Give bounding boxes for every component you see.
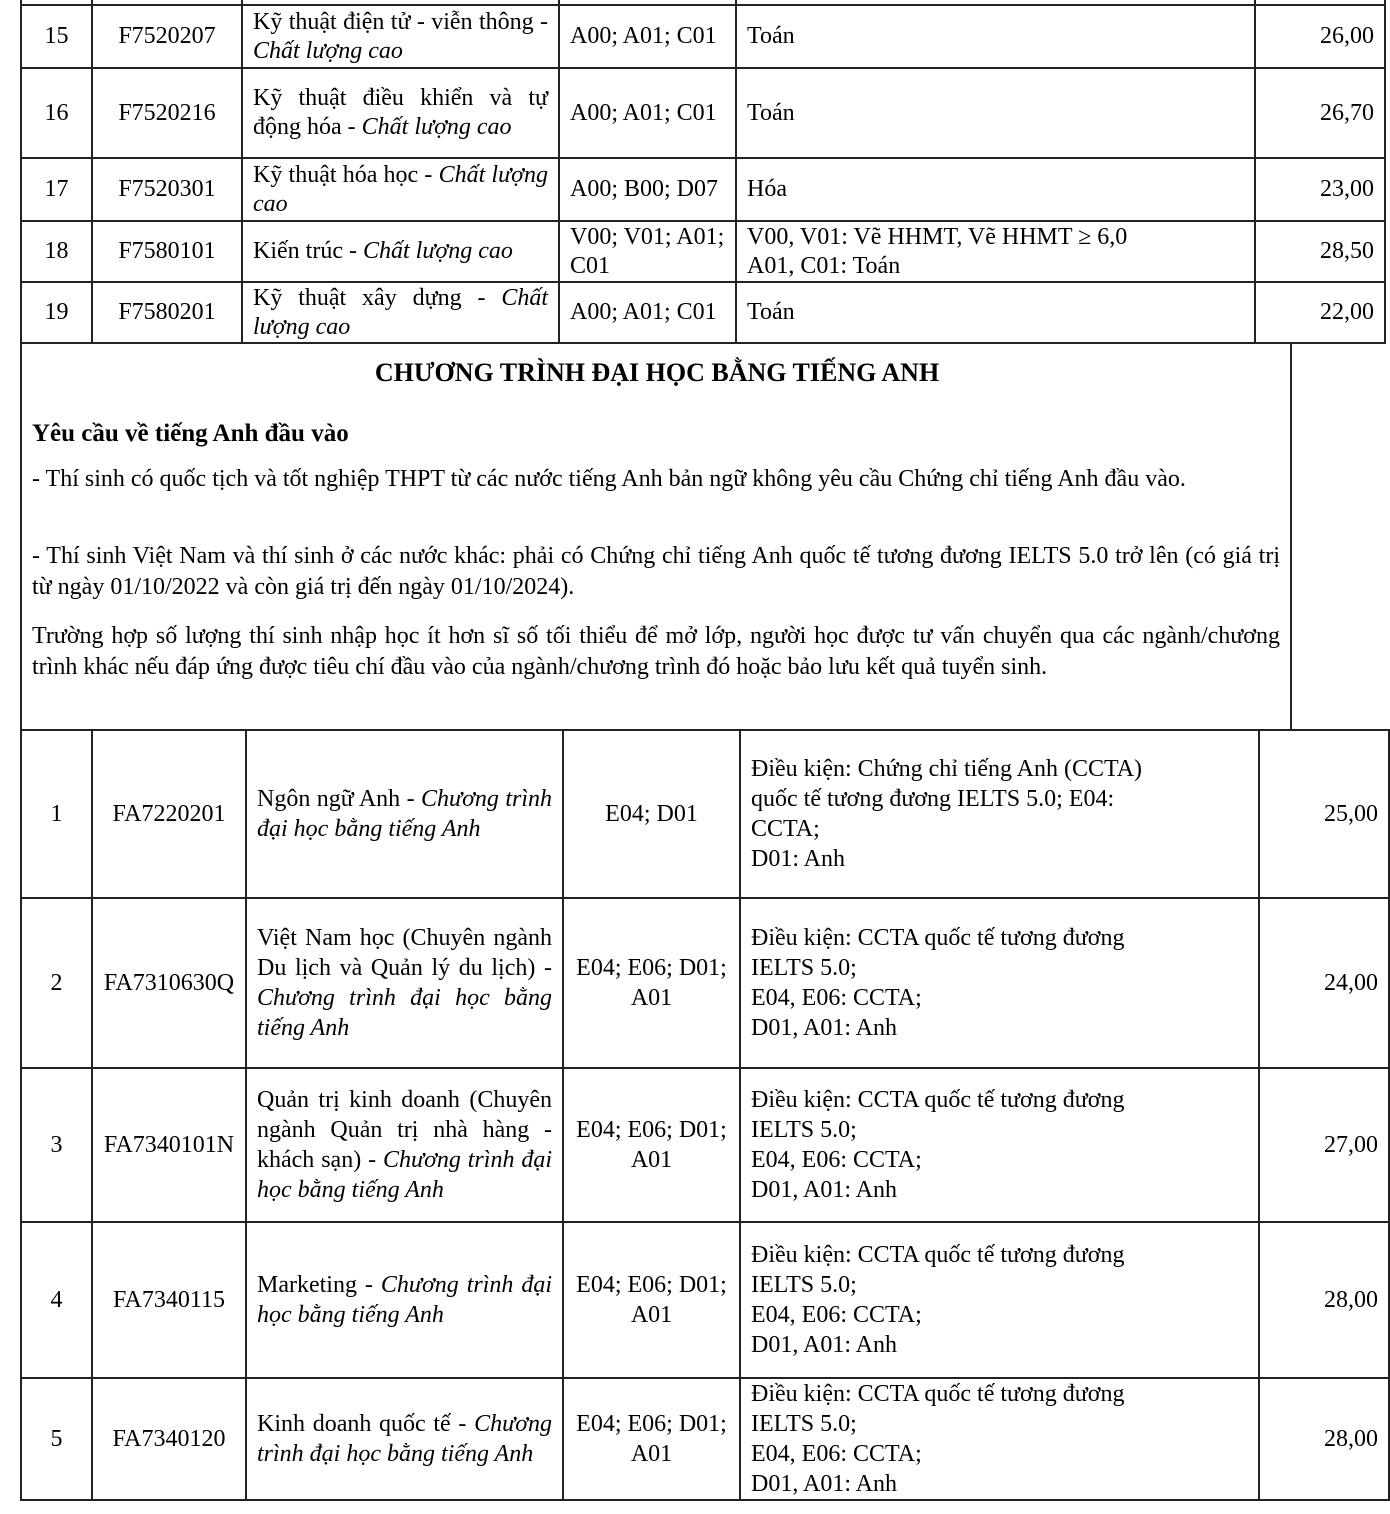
subject-combos: V00; V01; A01; C01 bbox=[559, 221, 736, 282]
admission-condition: Điều kiện: CCTA quốc tế tương đương IELTS 5.0; E04, E06: CCTA; D01, A01: Anh bbox=[740, 898, 1259, 1068]
program-name: Kỹ thuật xây dựng - Chất lượng cao bbox=[242, 282, 559, 343]
admission-table-english-program bbox=[20, 729, 1390, 1501]
table-row bbox=[21, 1068, 1389, 1222]
row-number: 1 bbox=[21, 730, 92, 898]
program-code: FA7340115 bbox=[92, 1222, 246, 1378]
admission-condition: Điều kiện: CCTA quốc tế tương đương IELTS 5.0; E04, E06: CCTA; D01, A01: Anh bbox=[740, 1222, 1259, 1378]
table-row bbox=[21, 68, 1385, 158]
subject-combos: E04; E06; D01; A01 bbox=[563, 1068, 740, 1222]
main-subject: Hóa bbox=[736, 158, 1255, 221]
cutoff-score: 24,00 bbox=[1259, 898, 1389, 1068]
requirement-paragraph-1: - Thí sinh có quốc tịch và tốt nghiệp THPT từ các nước tiếng Anh bản ngữ không yêu cầu Chứng chỉ tiếng Anh đầu vào. bbox=[32, 466, 1186, 492]
cutoff-score: 25,00 bbox=[1259, 730, 1389, 898]
section-subtitle: Yêu cầu về tiếng Anh đầu vào bbox=[32, 420, 349, 447]
program-name: Kỹ thuật điện tử - viễn thông - Chất lượng cao bbox=[242, 5, 559, 68]
program-code: F7520207 bbox=[92, 5, 242, 68]
requirement-paragraph-2: - Thí sinh Việt Nam và thí sinh ở các nước khác: phải có Chứng chỉ tiếng Anh quốc tế tương đương IELTS 5.0 trở lên (có giá trị từ ngày 01/10/2022 và còn giá trị đến ngày 01/10/2024). bbox=[32, 543, 1280, 600]
cutoff-score: 28,50 bbox=[1255, 221, 1385, 282]
main-subject: Toán bbox=[736, 282, 1255, 343]
row-number: 3 bbox=[21, 1068, 92, 1222]
program-code: FA7340120 bbox=[92, 1378, 246, 1500]
requirement-paragraph-3: Trường hợp số lượng thí sinh nhập học ít hơn sĩ số tối thiểu để mở lớp, người học được tư vấn chuyển qua các ngành/chương trình khác nếu đáp ứng được tiêu chí đầu vào của ngành/chương trình đó hoặc bảo lưu kết quả tuyển sinh. bbox=[32, 623, 1280, 680]
program-name: Kỹ thuật điều khiển và tự động hóa - Chất lượng cao bbox=[242, 68, 559, 158]
table-row bbox=[21, 898, 1389, 1068]
subject-combos: A00; A01; C01 bbox=[559, 5, 736, 68]
row-number: 18 bbox=[21, 221, 92, 282]
program-code: F7520301 bbox=[92, 158, 242, 221]
table-row bbox=[21, 221, 1385, 282]
row-number: 5 bbox=[21, 1378, 92, 1500]
row-number: 2 bbox=[21, 898, 92, 1068]
program-code: F7580101 bbox=[92, 221, 242, 282]
main-subject: Toán bbox=[736, 68, 1255, 158]
admission-condition: Điều kiện: CCTA quốc tế tương đương IELTS 5.0; E04, E06: CCTA; D01, A01: Anh bbox=[740, 1068, 1259, 1222]
program-code: FA7310630Q bbox=[92, 898, 246, 1068]
admission-condition: Điều kiện: Chứng chỉ tiếng Anh (CCTA) quốc tế tương đương IELTS 5.0; E04: CCTA; D01: Anh bbox=[740, 730, 1259, 898]
main-subject: V00, V01: Vẽ HHMT, Vẽ HHMT ≥ 6,0 A01, C01: Toán bbox=[736, 221, 1255, 282]
row-number: 4 bbox=[21, 1222, 92, 1378]
subject-combos: E04; D01 bbox=[563, 730, 740, 898]
cutoff-score: 22,00 bbox=[1255, 282, 1385, 343]
program-code: FA7220201 bbox=[92, 730, 246, 898]
subject-combos: A00; B00; D07 bbox=[559, 158, 736, 221]
subject-combos: E04; E06; D01; A01 bbox=[563, 898, 740, 1068]
program-code: F7580201 bbox=[92, 282, 242, 343]
program-name: Marketing - Chương trình đại học bằng tiếng Anh bbox=[246, 1222, 563, 1378]
program-name: Ngôn ngữ Anh - Chương trình đại học bằng tiếng Anh bbox=[246, 730, 563, 898]
row-number: 19 bbox=[21, 282, 92, 343]
program-name: Việt Nam học (Chuyên ngành Du lịch và Quản lý du lịch) - Chương trình đại học bằng tiếng Anh bbox=[246, 898, 563, 1068]
program-name: Kiến trúc - Chất lượng cao bbox=[242, 221, 559, 282]
subject-combos: E04; E06; D01; A01 bbox=[563, 1222, 740, 1378]
subject-combos: A00; A01; C01 bbox=[559, 68, 736, 158]
cutoff-score: 27,00 bbox=[1259, 1068, 1389, 1222]
cutoff-score: 26,00 bbox=[1255, 5, 1385, 68]
table-row bbox=[21, 282, 1385, 343]
cutoff-score: 28,00 bbox=[1259, 1222, 1389, 1378]
table-row bbox=[21, 158, 1385, 221]
admission-condition: Điều kiện: CCTA quốc tế tương đương IELTS 5.0; E04, E06: CCTA; D01, A01: Anh bbox=[740, 1378, 1259, 1500]
section-title: CHƯƠNG TRÌNH ĐẠI HỌC BẰNG TIẾNG ANH bbox=[374, 358, 940, 387]
subject-combos: A00; A01; C01 bbox=[559, 282, 736, 343]
cutoff-score: 23,00 bbox=[1255, 158, 1385, 221]
cutoff-score: 28,00 bbox=[1259, 1378, 1389, 1500]
subject-combos: E04; E06; D01; A01 bbox=[563, 1378, 740, 1500]
row-number: 17 bbox=[21, 158, 92, 221]
program-name: Kỹ thuật hóa học - Chất lượng cao bbox=[242, 158, 559, 221]
program-name: Kinh doanh quốc tế - Chương trình đại học bằng tiếng Anh bbox=[246, 1378, 563, 1500]
program-code: FA7340101N bbox=[92, 1068, 246, 1222]
cutoff-score: 26,70 bbox=[1255, 68, 1385, 158]
main-subject: Toán bbox=[736, 5, 1255, 68]
row-number: 16 bbox=[21, 68, 92, 158]
program-name: Quản trị kinh doanh (Chuyên ngành Quản trị nhà hàng - khách sạn) - Chương trình đại học bằng tiếng Anh bbox=[246, 1068, 563, 1222]
table-row bbox=[21, 1222, 1389, 1378]
row-number: 15 bbox=[21, 5, 92, 68]
table-row bbox=[21, 1378, 1389, 1500]
table-row bbox=[21, 730, 1389, 898]
table-row bbox=[21, 5, 1385, 68]
admission-table-high-quality bbox=[20, 0, 1386, 344]
program-code: F7520216 bbox=[92, 68, 242, 158]
